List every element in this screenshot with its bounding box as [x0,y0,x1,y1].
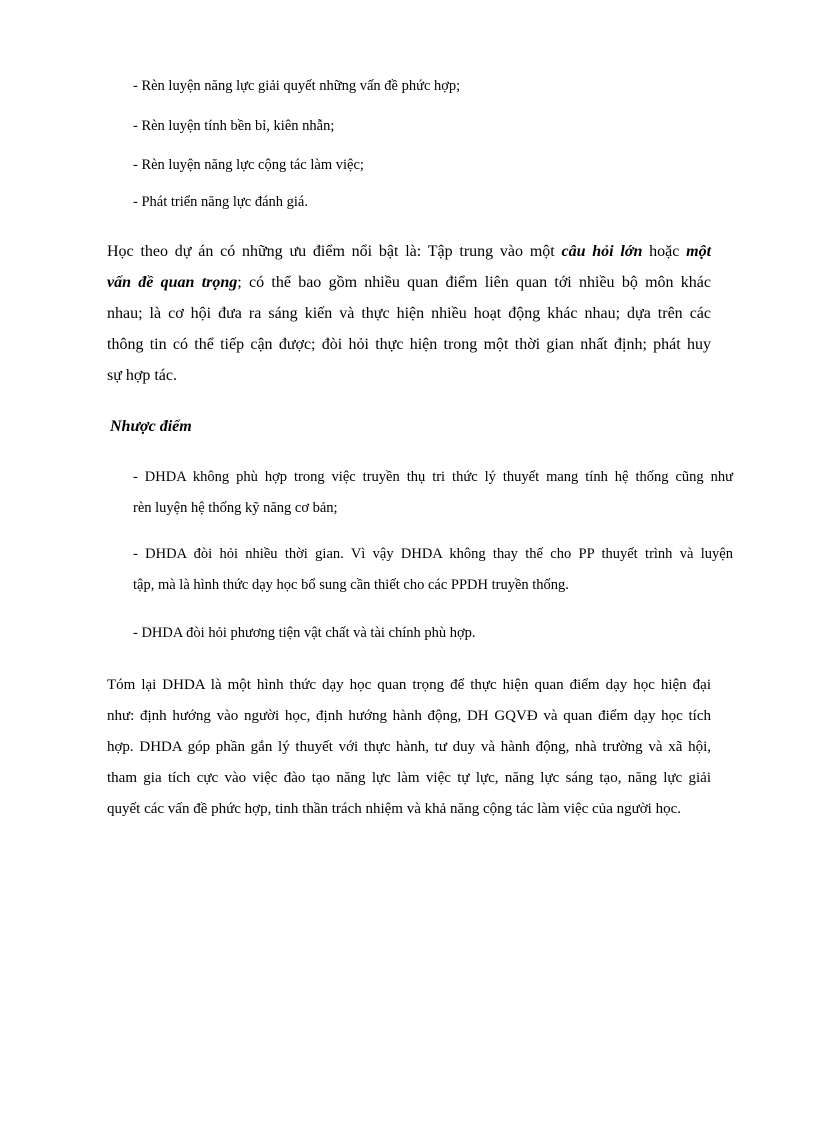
bullet-item: - Rèn luyện năng lực cộng tác làm việc; [133,157,364,173]
disadvantage-item [133,539,733,601]
item-line: - DHDA không phù hợp trong việc truyền thụ tri thức lý thuyết mang tính hệ thống cũng như [133,469,733,485]
paragraph-line [107,236,711,267]
section-heading: Nhược điểm [110,418,192,435]
paragraph-line: quyết các vấn đề phức hợp, tinh thần trách nhiệm và khả năng cộng tác làm việc của người học. [107,801,682,817]
emphasis-text: một [686,243,712,260]
paragraph-line [107,267,711,298]
text-run: ; có thể bao gồm nhiều quan điểm liên quan tới nhiều bộ môn khác [237,274,712,291]
paragraph-line: hợp. DHDA góp phần gắn lý thuyết với thực hành, tư duy và hành động, nhà trường và xã hội, [107,739,711,755]
bullet-item: - Rèn luyện tính bền bỉ, kiên nhẫn; [133,118,335,134]
paragraph-line: như: định hướng vào người học, định hướng hành động, DH GQVĐ và quan điểm dạy học tích [107,708,711,724]
disadvantage-item [133,618,733,649]
item-line: tập, mà là hình thức dạy học bổ sung cần thiết cho các PPDH truyền thống. [133,577,569,593]
item-line: - DHDA đòi hỏi nhiều thời gian. Vì vậy DHDA không thay thế cho PP thuyết trình và luyện [133,546,733,562]
text-run: Học theo dự án có những ưu điểm nổi bật là: Tập trung vào một [107,243,562,260]
text-run: hoặc [642,243,687,260]
paragraph-line: sự hợp tác. [107,367,178,384]
item-line: - DHDA đòi hỏi phương tiện vật chất và tài chính phù hợp. [133,625,476,641]
emphasis-text: câu hỏi lớn [561,243,643,260]
paragraph-line: Tóm lại DHDA là một hình thức dạy học quan trọng để thực hiện quan điểm dạy học hiện đại [107,677,711,693]
advantages-paragraph [107,236,711,391]
item-line: rèn luyện hệ thống kỹ năng cơ bản; [133,500,338,516]
bullet-item: - Phát triển năng lực đánh giá. [133,194,308,210]
paragraph-line: thông tin có thể tiếp cận được; đòi hỏi thực hiện trong một thời gian nhất định; phát huy [107,336,711,353]
summary-paragraph [107,670,711,825]
paragraph-line: nhau; là cơ hội đưa ra sáng kiến và thực hiện nhiều hoạt động khác nhau; dựa trên các [107,305,711,322]
paragraph-line: tham gia tích cực vào việc đào tạo năng lực làm việc tự lực, năng lực sáng tạo, năng lực giải [107,770,711,786]
emphasis-text: vấn đề quan trọng [107,274,238,291]
disadvantage-item [133,462,733,524]
bullet-item: - Rèn luyện năng lực giải quyết những vấn đề phức hợp; [133,78,461,94]
